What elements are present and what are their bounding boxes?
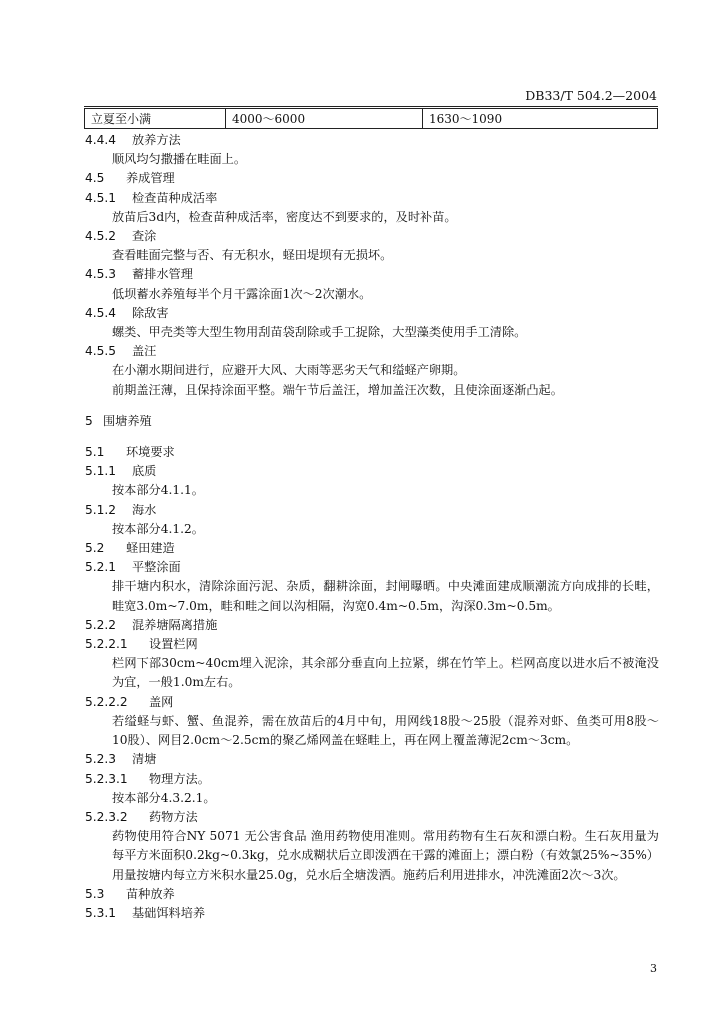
heading-5-2-3-1: 5.2.3.1 物理方法。 xyxy=(85,771,210,786)
page-number: 3 xyxy=(650,962,657,975)
heading-4-5-3: 4.5.3 蓄排水管理 xyxy=(85,267,193,282)
heading-4-5-1: 4.5.1 检查苗种成活率 xyxy=(85,190,218,205)
heading-5-1-2: 5.1.2 海水 xyxy=(85,502,157,517)
paragraph: 按本部分4.3.2.1。 xyxy=(112,790,216,805)
paragraph: 螺类、甲壳类等大型生物用刮苗袋刮除或手工捉除，大型藻类使用手工清除。 xyxy=(112,325,527,340)
paragraph: 药物使用符合NY 5071 无公害食品 渔用药物使用准则。常用药物有生石灰和漂白粉。生石灰用量为每平方米面积0.2kg~0.3kg，兑水成糊状后立即泼洒在干露的滩面上；漂白粉（有效氯25%~35%）用量按塘内每立方米积水量25.0g，兑水后全塘泼洒。施药后利用进排水，冲洗滩面2次～3次。 xyxy=(112,829,659,882)
table-cell-range-2: 1630～1090 xyxy=(423,109,658,129)
paragraph: 栏网下部30cm~40cm埋入泥涂，其余部分垂直向上拉紧，绑在竹竿上。栏网高度以进水后不被淹没为宜，一般1.0m左右。 xyxy=(112,656,659,690)
header-rule xyxy=(84,106,658,107)
heading-5: 5 围塘养殖 xyxy=(85,413,152,428)
heading-5-1-1: 5.1.1 底质 xyxy=(85,464,157,479)
heading-4-5-5: 4.5.5 盖汪 xyxy=(85,344,157,359)
heading-5-1: 5.1 环境要求 xyxy=(85,445,175,460)
heading-5-2-1: 5.2.1 平整涂面 xyxy=(85,560,181,575)
paragraph: 前期盖汪薄，且保持涂面平整。端午节后盖汪，增加盖汪次数，且使涂面逐渐凸起。 xyxy=(112,382,563,397)
stocking-density-table xyxy=(84,108,658,129)
paragraph: 查看畦面完整与否、有无积水，蛏田堤坝有无损坏。 xyxy=(112,248,393,263)
heading-4-4-4: 4.4.4 放养方法 xyxy=(85,133,181,147)
section-gap xyxy=(85,400,659,412)
heading-5-3: 5.3 苗种放养 xyxy=(85,886,175,901)
paragraph: 若缢蛏与虾、蟹、鱼混养，需在放苗后的4月中旬，用网线18股～25股（混养对虾、鱼类可用8股～10股）、网目2.0cm～2.5cm的聚乙烯网盖在蛏畦上，再在网上覆盖薄泥2cm～3cm。 xyxy=(112,713,659,748)
heading-5-2-2: 5.2.2 混养塘隔离措施 xyxy=(85,617,218,632)
paragraph: 顺风均匀撒播在畦面上。 xyxy=(112,152,247,167)
paragraph: 放苗后3d内，检查苗种成活率，密度达不到要求的，及时补苗。 xyxy=(112,209,457,224)
section-gap xyxy=(85,431,659,443)
paragraph: 在小潮水期间进行，应避开大风、大雨等恶劣天气和缢蛏产卵期。 xyxy=(112,363,466,378)
table-row xyxy=(85,109,658,129)
paragraph: 按本部分4.1.1。 xyxy=(112,483,204,498)
heading-5-2-3-2: 5.2.3.2 药物方法 xyxy=(85,809,198,824)
standard-number: DB33/T 504.2—2004 xyxy=(525,88,657,103)
heading-5-2: 5.2 蛏田建造 xyxy=(85,541,175,556)
heading-5-3-1: 5.3.1 基础饵料培养 xyxy=(85,905,206,920)
heading-5-2-3: 5.2.3 清塘 xyxy=(85,752,157,767)
heading-4-5-4: 4.5.4 除敌害 xyxy=(85,305,169,320)
document-body xyxy=(85,131,659,923)
paragraph: 按本部分4.1.2。 xyxy=(112,521,204,536)
heading-5-2-2-2: 5.2.2.2 盖网 xyxy=(85,694,174,709)
heading-5-2-2-1: 5.2.2.1 设置栏网 xyxy=(85,637,198,652)
paragraph: 低坝蓄水养殖每半个月干露涂面1次～2次潮水。 xyxy=(112,286,372,301)
paragraph: 排干塘内积水，清除涂面污泥、杂质，翻耕涂面，封闸曝晒。中央滩面建成顺潮流方向成排的长畦，畦宽3.0m~7.0m，畦和畦之间以沟相隔，沟宽0.4m~0.5m，沟深0.3m~0.5m。 xyxy=(112,579,659,613)
heading-4-5-2: 4.5.2 查涂 xyxy=(85,229,157,244)
heading-4-5: 4.5 养成管理 xyxy=(85,171,175,186)
table-cell-season: 立夏至小满 xyxy=(85,109,226,129)
table-cell-range-1: 4000～6000 xyxy=(226,109,423,129)
